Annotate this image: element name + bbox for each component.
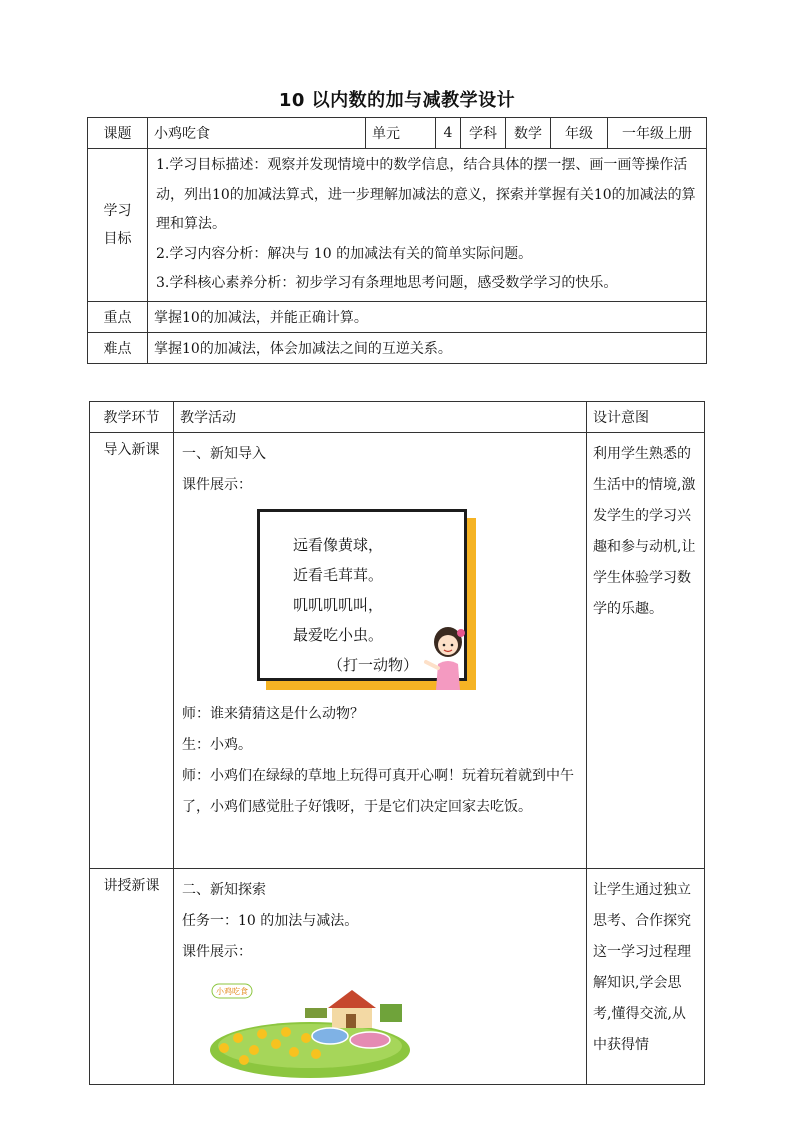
riddle-line: 叽叽叽叽叫， — [293, 596, 384, 614]
riddle-slide — [257, 509, 487, 689]
riddle-lines — [293, 530, 383, 650]
stage-intro: 导入新课 — [90, 433, 174, 869]
activity-line: 生：小鸡。 — [182, 737, 252, 753]
difficulty-value: 掌握10的加减法，体会加减法之间的互逆关系。 — [148, 332, 707, 363]
riddle-line: 近看毛茸茸。 — [293, 566, 384, 584]
info-table — [87, 117, 707, 364]
subject-label: 学科 — [461, 118, 506, 149]
difficulty-label: 难点 — [88, 332, 148, 363]
chick-scene — [210, 978, 410, 1078]
info-header-row — [88, 118, 707, 149]
goals-label: 学习 目标 — [88, 149, 148, 302]
activity-new-lesson — [174, 869, 587, 1085]
goal-item: 1.学习目标描述：观察并发现情境中的数学信息，结合具体的摆一摆、画一画等操作活动，列出10的加减法算式，进一步理解加减法的意义，探索并掌握有关10的加减法的算理和算法。 — [156, 157, 696, 232]
document-title: 10 以内数的加与减教学设计 — [278, 90, 516, 111]
goals-content — [148, 149, 707, 302]
goal-item: 3.学科核心素养分析：初步学习有条理地思考问题，感受数学学习的快乐。 — [156, 275, 618, 291]
activity-line: 二、新知探索 — [182, 882, 266, 898]
new-lesson-row — [90, 869, 705, 1085]
subject-value: 数学 — [506, 118, 551, 149]
unit-label: 单元 — [366, 118, 436, 149]
intro-row — [90, 433, 705, 869]
scene-label: 小鸡吃食 — [216, 987, 248, 996]
difficulty-row — [88, 332, 707, 363]
course-label: 课题 — [88, 118, 148, 149]
goal-item: 2.学习内容分析：解决与 10 的加减法有关的简单实际问题。 — [156, 245, 533, 262]
course-value: 小鸡吃食 — [148, 118, 366, 149]
intent-intro: 利用学生熟悉的生活中的情境,激发学生的学习兴趣和参与动机,让学生体验学习数学的乐趣。 — [587, 433, 705, 869]
grade-label: 年级 — [551, 118, 608, 149]
stage-new-lesson: 讲授新课 — [90, 869, 174, 1085]
header-intent: 设计意图 — [587, 402, 705, 433]
key-point-value: 掌握10的加减法，并能正确计算。 — [148, 301, 707, 332]
activity-line: 课件展示： — [182, 477, 252, 493]
chick-scene-illustration — [210, 978, 410, 1078]
unit-value: 4 — [436, 118, 461, 149]
activity-line: 师：小鸡们在绿绿的草地上玩得可真开心啊！玩着玩着就到中午了，小鸡们感觉肚子好饿呀，于是它们决定回家去吃饭。 — [182, 768, 574, 815]
activity-line: 师：谁来猜猜这是什么动物？ — [182, 706, 364, 722]
header-stage: 教学环节 — [90, 402, 174, 433]
riddle-line: 远看像黄球， — [293, 536, 384, 554]
riddle-answer: （打一动物） — [328, 656, 419, 674]
key-point-row — [88, 301, 707, 332]
girl-illustration — [424, 624, 472, 690]
activity-line: 课件展示： — [182, 944, 252, 960]
key-point-label: 重点 — [88, 301, 148, 332]
riddle-line: 最爱吃小虫。 — [293, 626, 384, 644]
process-table — [89, 401, 705, 1085]
activity-intro — [174, 433, 587, 869]
activity-line: 任务一：10 的加法与减法。 — [182, 913, 359, 929]
activity-line: 一、新知导入 — [182, 446, 266, 462]
header-activity: 教学活动 — [174, 402, 587, 433]
process-header-row — [90, 402, 705, 433]
grade-value: 一年级上册 — [608, 118, 707, 149]
intent-new-lesson: 让学生通过独立思考、合作探究这一学习过程理解知识,学会思考,懂得交流,从中获得情 — [587, 869, 705, 1085]
goals-row — [88, 149, 707, 302]
riddle-box — [257, 509, 467, 681]
